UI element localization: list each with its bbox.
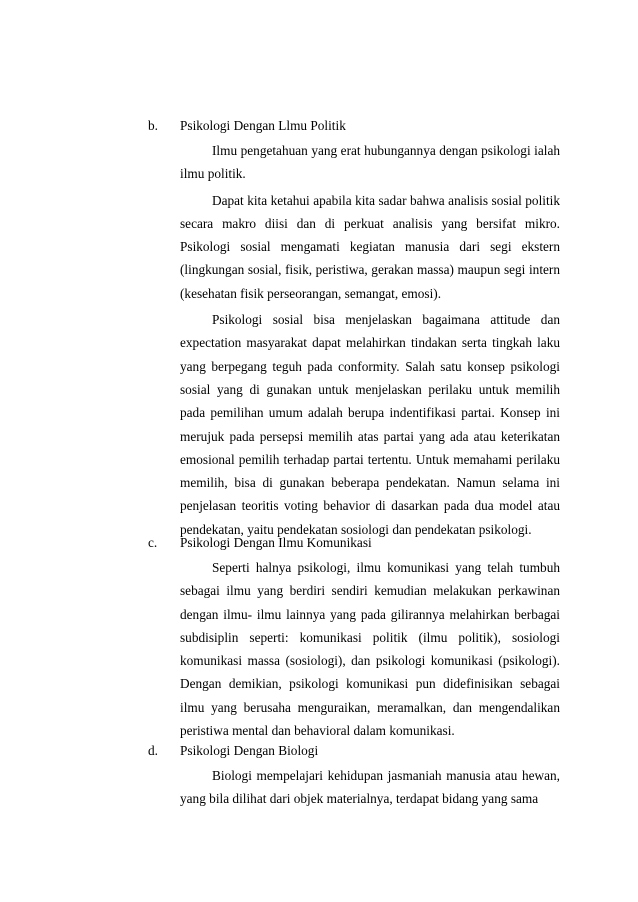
section-heading [148,741,560,761]
paragraph: Ilmu pengetahuan yang erat hubungannya dengan psikologi ialah ilmu politik. [180,143,560,182]
section-body [180,761,560,811]
paragraph: Psikologi sosial bisa menjelaskan bagaimana attitude dan expectation masyarakat dapat melahirkan tindakan serta tingkah laku yang berpegang teguh pada conformity. Salah satu konsep psikologi sosial yang di gunakan untuk menjelaskan perilaku untuk memilih pada pemilihan umum adalah berupa indentifikasi partai. Konsep ini merujuk pada persepsi memilih atas partai yang ada atau keterikatan emosional pemilih terhadap partai tertentu. Untuk memahami perilaku memilih, bisa di gunakan beberapa pendekatan. Namun selama ini penjelasan teoritis voting behavior di dasarkan pada dua model atau pendekatan, yaitu pendekatan sosiologi dan pendekatan psikologi. [180,312,560,537]
heading-text: Psikologi Dengan Llmu Politik [180,118,346,133]
section-heading [148,116,560,136]
heading-text: Psikologi Dengan Ilmu Komunikasi [180,535,372,550]
list-marker: c. [148,535,158,550]
list-marker: b. [148,118,158,133]
paragraph: Seperti halnya psikologi, ilmu komunikasi yang telah tumbuh sebagai ilmu yang berdiri sendiri kemudian melakukan perkawinan dengan ilmu- ilmu lainnya yang pada gilirannya melahirkan berbagai subdisiplin seperti: komunikasi politik (ilmu politik), sosiologi komunikasi massa (sosiologi), dan psikologi komunikasi (psikologi). Dengan demikian, psikologi komunikasi pun didefinisikan sebagai ilmu yang berusaha menguraikan, meramalkan, dan mengendalikan peristiwa mental dan behavioral dalam komunikasi. [180,560,560,739]
section-d [148,741,560,811]
section-body [180,553,560,742]
list-marker: d. [148,743,158,758]
section-b [148,116,560,541]
section-heading [148,533,560,553]
paragraph: Biologi mempelajari kehidupan jasmaniah manusia atau hewan, yang bila dilihat dari objek materialnya, terdapat bidang yang sama [180,768,560,807]
section-body [180,136,560,541]
paragraph: Dapat kita ketahui apabila kita sadar bahwa analisis sosial politik secara makro diisi dan di perkuat analisis yang bersifat mikro. Psikologi sosial mengamati kegiatan manusia dari segi ekstern (lingkungan sosial, fisik, peristiwa, gerakan massa) maupun segi intern (kesehatan fisik perseorangan, semangat, emosi). [180,192,560,301]
section-c [148,533,560,742]
heading-text: Psikologi Dengan Biologi [180,743,319,758]
